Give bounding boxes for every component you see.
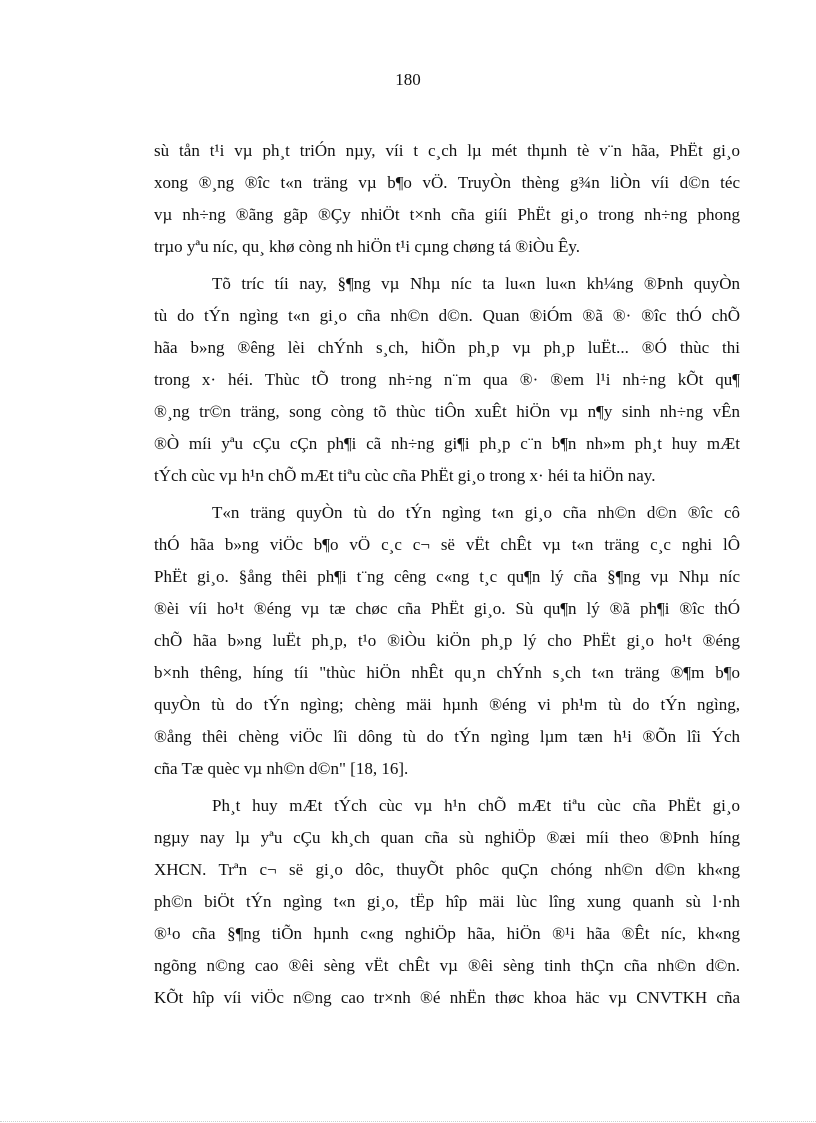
text-line: quyÒn tù do tÝn ngìng; chèng mäi hµnh ®éng vi ph¹m tù do tÝn ngìng, <box>154 695 740 714</box>
paragraph <box>154 497 740 785</box>
text-line: KÕt hîp víi viÖc n©ng cao tr×nh ®é nhËn thøc khoa häc vµ CNVTKH cña <box>154 988 740 1007</box>
text-line: ®èi víi ho¹t ®éng vµ tæ chøc cña PhËt gi¸o. Sù qu¶n lý ®ã ph¶i ®îc thÓ <box>154 599 740 618</box>
text-line: ®Ò míi yªu cÇu cÇn ph¶i cã nh÷ng gi¶i ph¸p c¨n b¶n nh»m ph¸t huy mÆt <box>154 434 740 453</box>
paragraph <box>154 268 740 492</box>
paragraph <box>154 135 740 263</box>
text-line: Tõ tríc tíi nay, §¶ng vµ Nhµ níc ta lu«n lu«n kh¼ng ®Þnh quyÒn <box>212 274 740 293</box>
paragraph <box>154 790 740 1014</box>
text-line: cña Tæ quèc vµ nh©n d©n" [18, 16]. <box>154 759 409 778</box>
page-bottom-edge <box>0 1121 816 1122</box>
text-line: T«n träng quyÒn tù do tÝn ngìng t«n gi¸o cña nh©n d©n ®îc cô <box>212 503 740 522</box>
text-line: tù do tÝn ngìng t«n gi¸o cña nh©n d©n. Quan ®iÓm ®ã ®· ®îc thÓ chÕ <box>154 306 740 325</box>
text-line: xong ®¸ng ®îc t«n träng vµ b¶o vÖ. TruyÒn thèng g¾n liÒn víi d©n téc <box>154 173 740 192</box>
text-line: hãa b»ng ®êng lèi chÝnh s¸ch, hiÕn ph¸p vµ ph¸p luËt... ®Ó thùc thi <box>154 338 740 357</box>
body-text <box>154 135 740 1014</box>
text-line: b×nh thêng, híng tíi "thùc hiÖn nhÊt qu¸n chÝnh s¸ch t«n träng ®¶m b¶o <box>154 663 740 682</box>
text-line: ®¹o cña §¶ng tiÕn hµnh c«ng nghiÖp hãa, hiÖn ®¹i hãa ®Êt níc, kh«ng <box>154 924 740 943</box>
text-line: chÕ hãa b»ng luËt ph¸p, t¹o ®iÒu kiÖn ph¸p lý cho PhËt gi¸o ho¹t ®éng <box>154 631 740 650</box>
text-line: sù tån t¹i vµ ph¸t triÓn nµy, víi t c¸ch lµ mét thµnh tè v¨n hãa, PhËt gi¸o <box>154 141 740 160</box>
text-line: trµo yªu níc, qu¸ khø còng nh hiÖn t¹i cµng chøng tá ®iÒu Êy. <box>154 237 580 256</box>
text-line: ngõng n©ng cao ®êi sèng vËt chÊt vµ ®êi sèng tinh thÇn cña nh©n d©n. <box>154 956 740 975</box>
text-line: vµ nh÷ng ®ãng gãp ®Çy nhiÖt t×nh cña giíi PhËt gi¸o trong nh÷ng phong <box>154 205 740 224</box>
text-line: ngµy nay lµ yªu cÇu kh¸ch quan cña sù nghiÖp ®æi míi theo ®Þnh híng <box>154 828 740 847</box>
page-number: 180 <box>395 70 421 89</box>
text-line: thÓ hãa b»ng viÖc b¶o vÖ c¸c c¬ së vËt chÊt vµ t«n träng c¸c nghi lÔ <box>154 535 740 554</box>
text-line: XHCN. Trªn c¬ së gi¸o dôc, thuyÕt phôc quÇn chóng nh©n d©n kh«ng <box>154 860 740 879</box>
text-line: ph©n biÖt tÝn ngìng t«n gi¸o, tËp hîp mäi lùc lîng xung quanh sù l·nh <box>154 892 740 911</box>
text-line: trong x· héi. Thùc tÕ trong nh÷ng n¨m qua ®· ®em l¹i nh÷ng kÕt qu¶ <box>154 370 740 389</box>
text-line: Ph¸t huy mÆt tÝch cùc vµ h¹n chÕ mÆt tiªu cùc cña PhËt gi¸o <box>212 796 740 815</box>
text-line: PhËt gi¸o. §ång thêi ph¶i t¨ng cêng c«ng t¸c qu¶n lý cña §¶ng vµ Nhµ níc <box>154 567 740 586</box>
text-line: ®¸ng tr©n träng, song còng tõ thùc tiÔn xuÊt hiÖn vµ n¶y sinh nh÷ng vÊn <box>154 402 740 421</box>
text-line: ®ång thêi chèng viÖc lîi dông tù do tÝn ngìng lµm tæn h¹i ®Õn lîi Ých <box>154 727 740 746</box>
text-line: tÝch cùc vµ h¹n chÕ mÆt tiªu cùc cña PhËt gi¸o trong x· héi ta hiÖn nay. <box>154 466 656 485</box>
